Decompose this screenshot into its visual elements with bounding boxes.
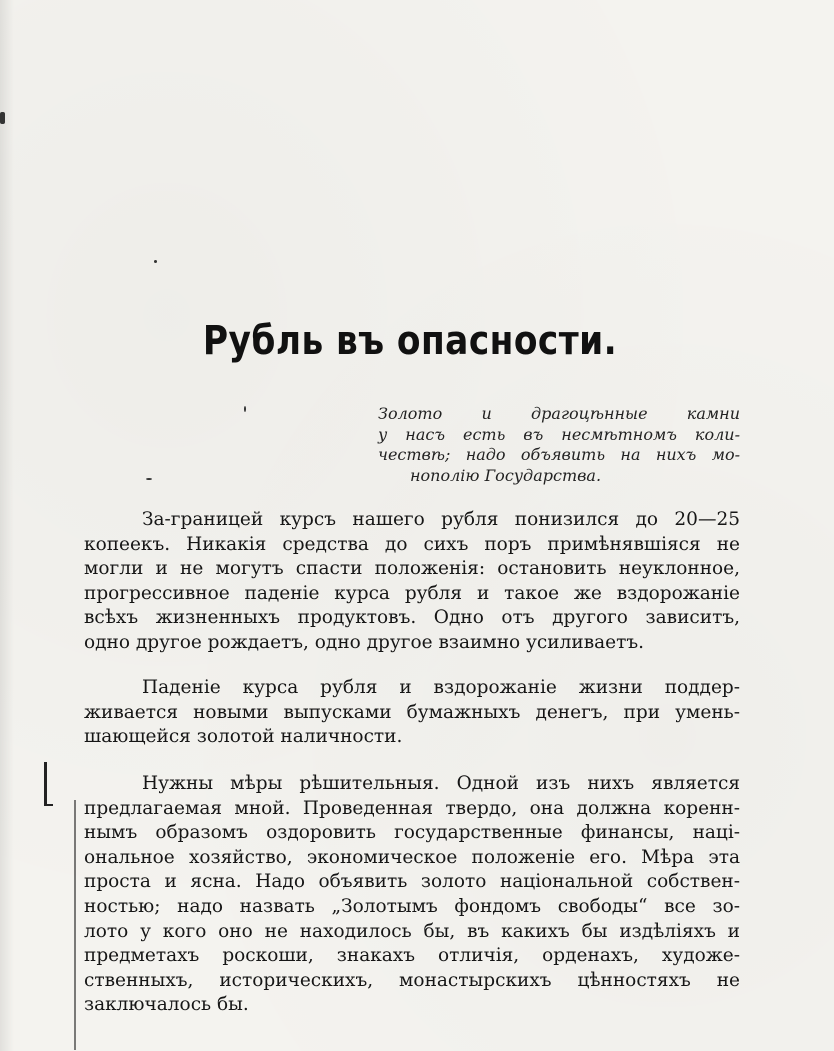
text-line: Нужны мѣры рѣшительныя. Одной изъ нихъ является: [142, 773, 740, 794]
text-line: всѣхъ жизненныхъ продуктовъ. Одно отъ другого зависитъ,: [84, 607, 740, 629]
epigraph-line: чествѣ; надо объявить на нихъ мо-: [378, 445, 740, 464]
ink-speck: [154, 260, 157, 263]
epigraph-line: у насъ есть въ несмѣтномъ коли-: [378, 424, 740, 444]
text-line: шающейся золотой наличности.: [84, 726, 403, 748]
page-edge-shadow: [0, 0, 14, 1051]
epigraph-line: Золото и драгоцѣнные камни: [378, 404, 740, 423]
text-line: За-границей курсъ нашего рубля понизился до 20—25: [142, 509, 740, 530]
ink-speck: [244, 406, 246, 412]
paragraph-2: [84, 676, 740, 750]
text-line: лото у кого оно не находилось бы, въ какихъ бы издѣліяхъ и: [84, 920, 740, 942]
page-title: Рубль въ опасности.: [202, 318, 618, 364]
text-line: ственныхъ, историческихъ, монастырскихъ цѣнностяхъ не: [84, 969, 740, 991]
text-line: ональное хозяйство, экономическое положеніе его. Мѣра эта: [84, 846, 740, 868]
text-line: проста и ясна. Надо объявить золото національной собствен-: [84, 871, 740, 893]
text-line: могли и не могутъ спасти положенія: остановить неуклонное,: [84, 558, 740, 580]
text-line: копеекъ. Никакія средства до сихъ поръ примѣнявшіяся не: [84, 533, 740, 555]
epigraph: [378, 404, 740, 486]
text-line: нымъ образомъ оздоровить государственные финансы, наці-: [84, 822, 740, 844]
text-line: прогрессивное паденіе курса рубля и такое же вздорожаніе: [84, 582, 740, 604]
paragraph-3: [84, 772, 740, 1018]
ink-speck: [0, 112, 5, 124]
text-line: ностью; надо назвать „Золотымъ фондомъ свободы“ все зо-: [84, 895, 740, 917]
text-line: предметахъ роскоши, знакахъ отличія, орденахъ, художе-: [84, 945, 740, 967]
text-line: Паденіе курса рубля и вздорожаніе жизни поддер-: [142, 677, 740, 698]
ink-speck: [146, 478, 152, 480]
binding-edge-line: [74, 800, 76, 1050]
text-line: живается новыми выпусками бумажныхъ денегъ, при умень-: [84, 701, 740, 723]
margin-bracket-mark: [44, 762, 53, 806]
text-line: предлагаемая мной. Проведенная твердо, она должна коренн-: [84, 797, 740, 819]
text-line: одно другое рождаетъ, одно другое взаимно усиливаетъ.: [84, 631, 644, 653]
text-line: заключалось бы.: [84, 994, 249, 1016]
epigraph-line: нополію Государства.: [410, 465, 602, 485]
paragraph-1: [84, 508, 740, 656]
